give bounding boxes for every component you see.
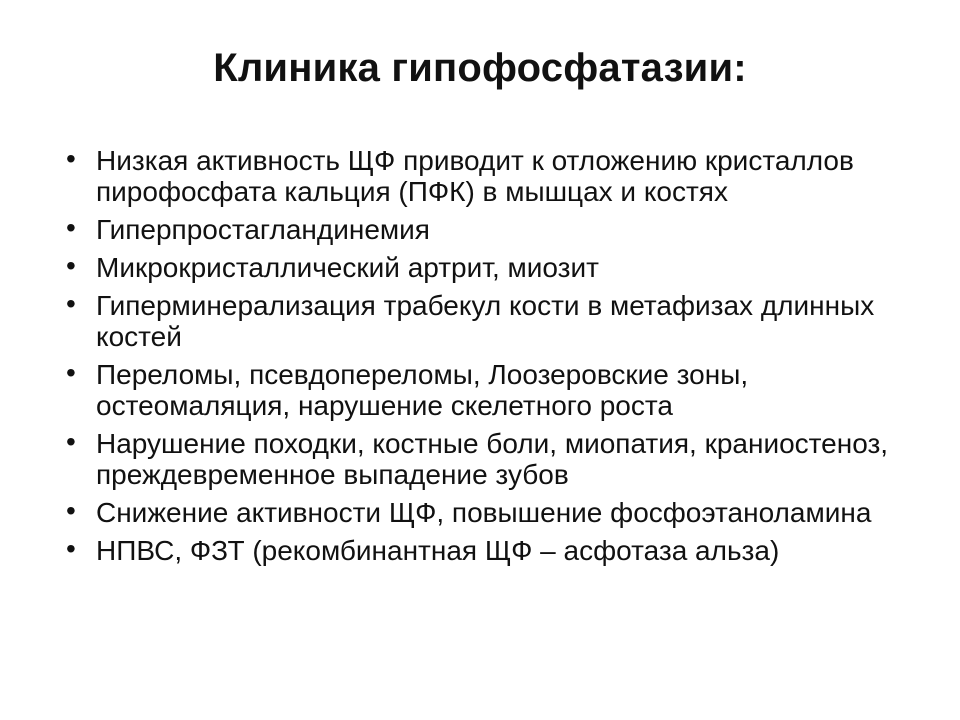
bullet-item <box>66 535 906 566</box>
bullet-text: Снижение активности ЩФ, повышение фосфоэтаноламина <box>96 497 872 528</box>
bullet-item <box>66 252 906 283</box>
bullet-text: Гиперпростагландинемия <box>96 214 430 245</box>
bullet-icon: • <box>66 250 76 281</box>
bullet-text: Переломы, псевдопереломы, Лоозеровские зоны, остеомаляция, нарушение скелетного роста <box>96 359 749 421</box>
bullet-icon: • <box>66 288 76 319</box>
bullet-list <box>66 145 906 573</box>
bullet-icon: • <box>66 143 76 174</box>
bullet-item <box>66 290 906 352</box>
bullet-item <box>66 145 906 207</box>
bullet-item <box>66 214 906 245</box>
bullet-icon: • <box>66 426 76 457</box>
bullet-item <box>66 428 906 490</box>
bullet-text: Нарушение походки, костные боли, миопатия, краниостеноз, преждевременное выпадение зубов <box>96 428 889 490</box>
bullet-item <box>66 359 906 421</box>
bullet-icon: • <box>66 533 76 564</box>
bullet-icon: • <box>66 495 76 526</box>
bullet-text: НПВС, ФЗТ (рекомбинантная ЩФ – асфотаза альза) <box>96 535 780 566</box>
bullet-icon: • <box>66 212 76 243</box>
bullet-text: Микрокристаллический артрит, миозит <box>96 252 599 283</box>
slide-title: Клиника гипофосфатазии: <box>213 46 747 90</box>
bullet-icon: • <box>66 357 76 388</box>
bullet-text: Гиперминерализация трабекул кости в метафизах длинных костей <box>96 290 875 352</box>
bullet-item <box>66 497 906 528</box>
bullet-text: Низкая активность ЩФ приводит к отложению кристаллов пирофосфата кальция (ПФК) в мышцах и костях <box>96 145 854 207</box>
